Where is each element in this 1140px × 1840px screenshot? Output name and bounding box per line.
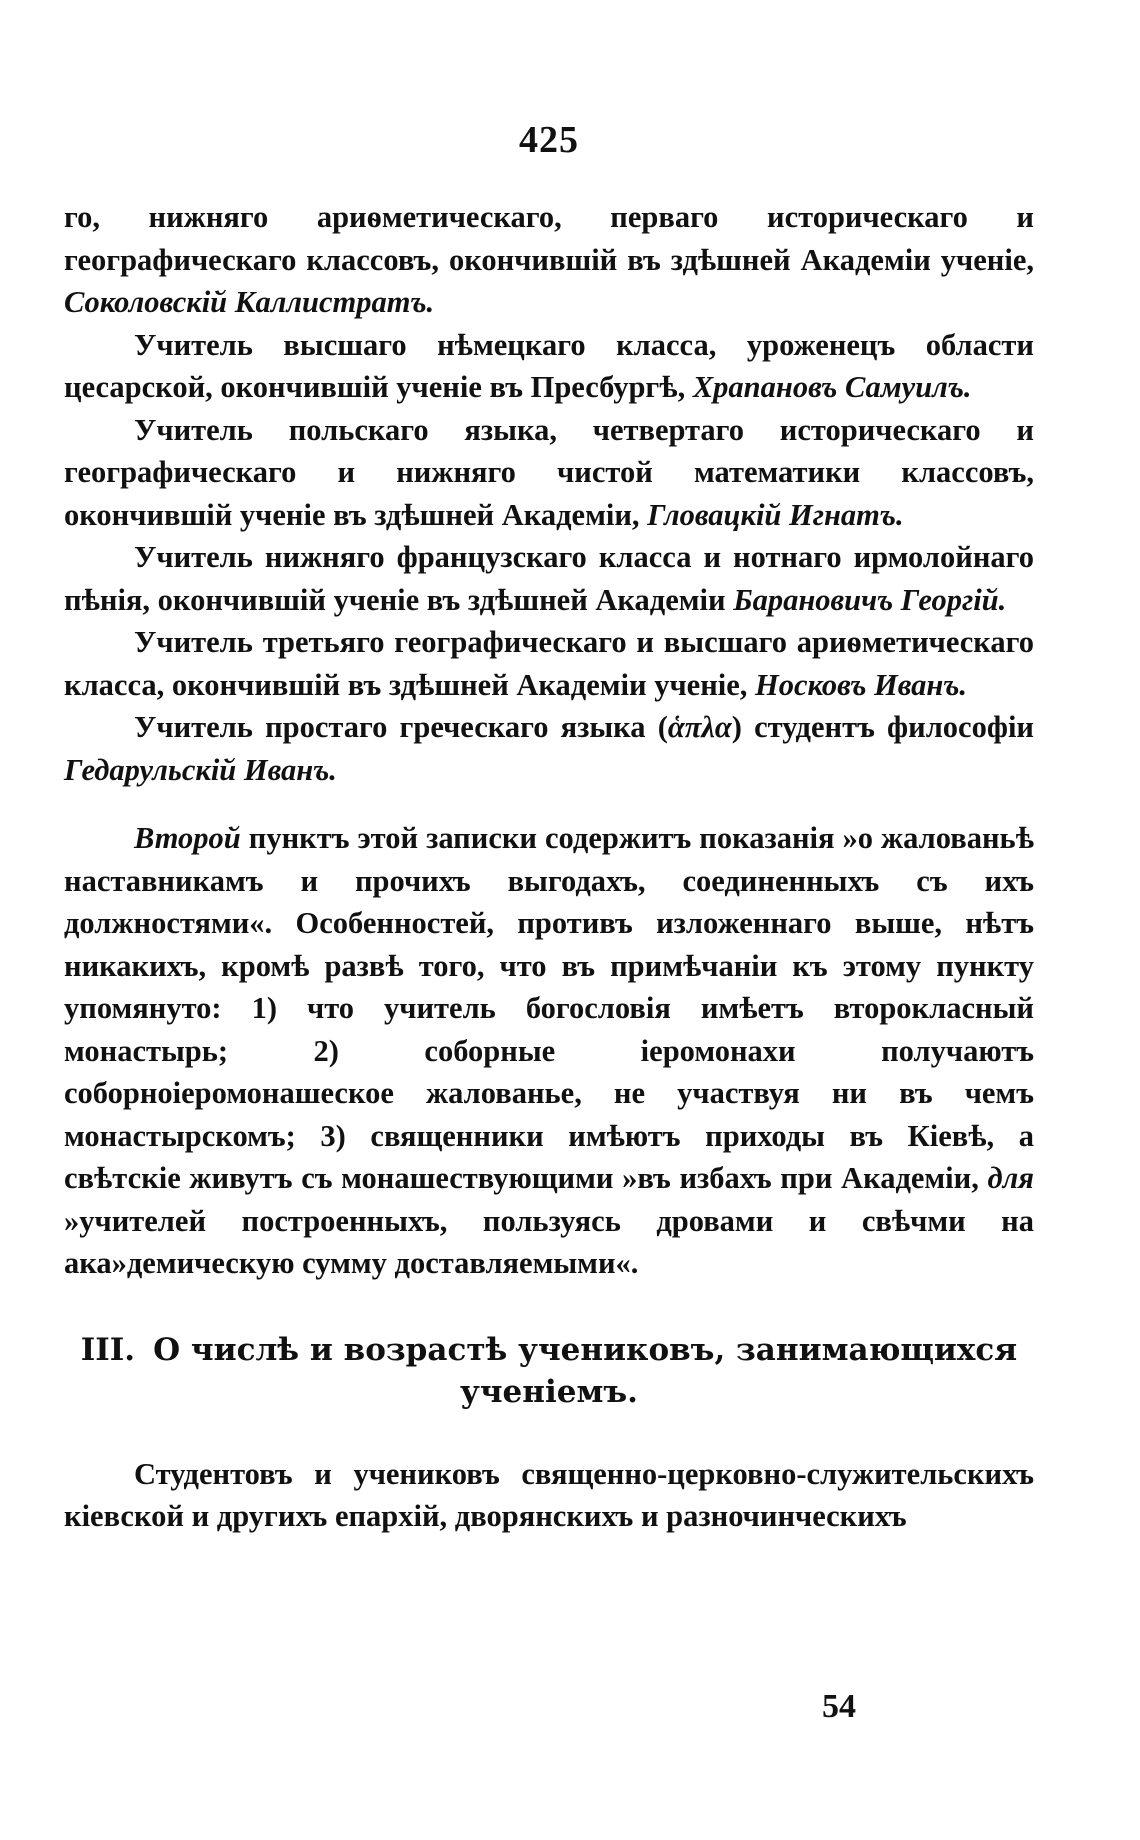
signature-mark: 54 — [822, 1688, 856, 1725]
paragraph-geography-teacher — [64, 621, 1034, 706]
teacher-name: Гедарульскій Иванъ. — [64, 752, 337, 787]
paragraph-text: Учитель высшаго нѣмецкаго класса, уроженецъ области цесарской, окончившій ученіе въ Пресбургѣ, — [64, 327, 1034, 404]
section-numeral: III. — [80, 1331, 136, 1368]
page-number: 425 — [519, 119, 579, 161]
paragraph-continuation — [64, 196, 1034, 324]
paragraph-polish-teacher — [64, 409, 1034, 537]
paragraph-french-teacher — [64, 536, 1034, 621]
teacher-name: Барановичъ Георгій. — [733, 582, 1007, 617]
paragraph-text: ) студентъ философіи — [731, 710, 1034, 744]
teacher-name: Носковъ Иванъ. — [755, 667, 968, 702]
paragraph-text: Учитель простаго греческаго языка ( — [134, 710, 668, 744]
section-title: О числѣ и возрастѣ учениковъ, занимающихся ученіемъ. — [153, 1331, 1018, 1410]
italic-word: для — [987, 1161, 1034, 1195]
body-text — [64, 196, 1034, 1538]
document-page — [64, 0, 1034, 1840]
paragraph-text: Учитель польскаго языка, четвертаго историческаго и географическаго и нижняго чистой математики классовъ, окончившій ученіе въ здѣшней Академіи, — [64, 412, 1034, 532]
greek-word: ἁπλα — [667, 710, 732, 744]
paragraph-lead-word: Второй — [134, 821, 241, 855]
paragraph-text: Учитель нижняго французскаго класса и нотнаго ирмолойнаго пѣнія, окончившій ученіе въ здѣшней Академіи — [64, 540, 1034, 617]
teacher-name: Соколовскій Каллистратъ. — [64, 285, 435, 319]
paragraph-salary — [64, 817, 1034, 1285]
paragraph-students: Студентовъ и учениковъ священно-церковно-служительскихъ кіевской и другихъ епархій, дворянскихъ и разночинческихъ — [64, 1456, 1034, 1533]
paragraph-text: пунктъ этой записки содержитъ показанія »о жалованьѣ наставникамъ и прочихъ выгодахъ, соединенныхъ съ ихъ должностями«. Особенностей, противъ изложеннаго выше, нѣтъ никакихъ, кромѣ развѣ того, что въ примѣчаніи къ этому пункту упомянуто: 1) что учитель богословія имѣетъ второкласный монастырь; 2) соборные іеромонахи получаютъ соборноіеромонашеское жалованье, не участвуя ни въ чемъ монастырскомъ; 3) священники имѣютъ приходы въ Кіевѣ, а свѣтскіе живутъ съ монашествующими »въ избахъ при Академіи, — [64, 821, 1034, 1195]
paragraph-german-teacher — [64, 324, 1034, 409]
teacher-name: Гловацкій Игнатъ. — [647, 497, 904, 532]
section-heading — [64, 1329, 1034, 1413]
teacher-name: Храпановъ Самуилъ. — [692, 370, 972, 404]
paragraph-text: »учителей построенныхъ, пользуясь дровами и свѣчми на ака»демическую сумму доставляемыми«. — [64, 1203, 1034, 1280]
paragraph-text: Учитель третьяго географическаго и высшаго ариѳметическаго класса, окончившій въ здѣшней Академіи ученіе, — [64, 625, 1034, 702]
paragraph-greek-teacher — [64, 706, 1034, 791]
paragraph-text: го, нижняго ариѳметическаго, перваго историческаго и географическаго классовъ, окончившій въ здѣшней Академіи ученіе, — [64, 200, 1034, 277]
